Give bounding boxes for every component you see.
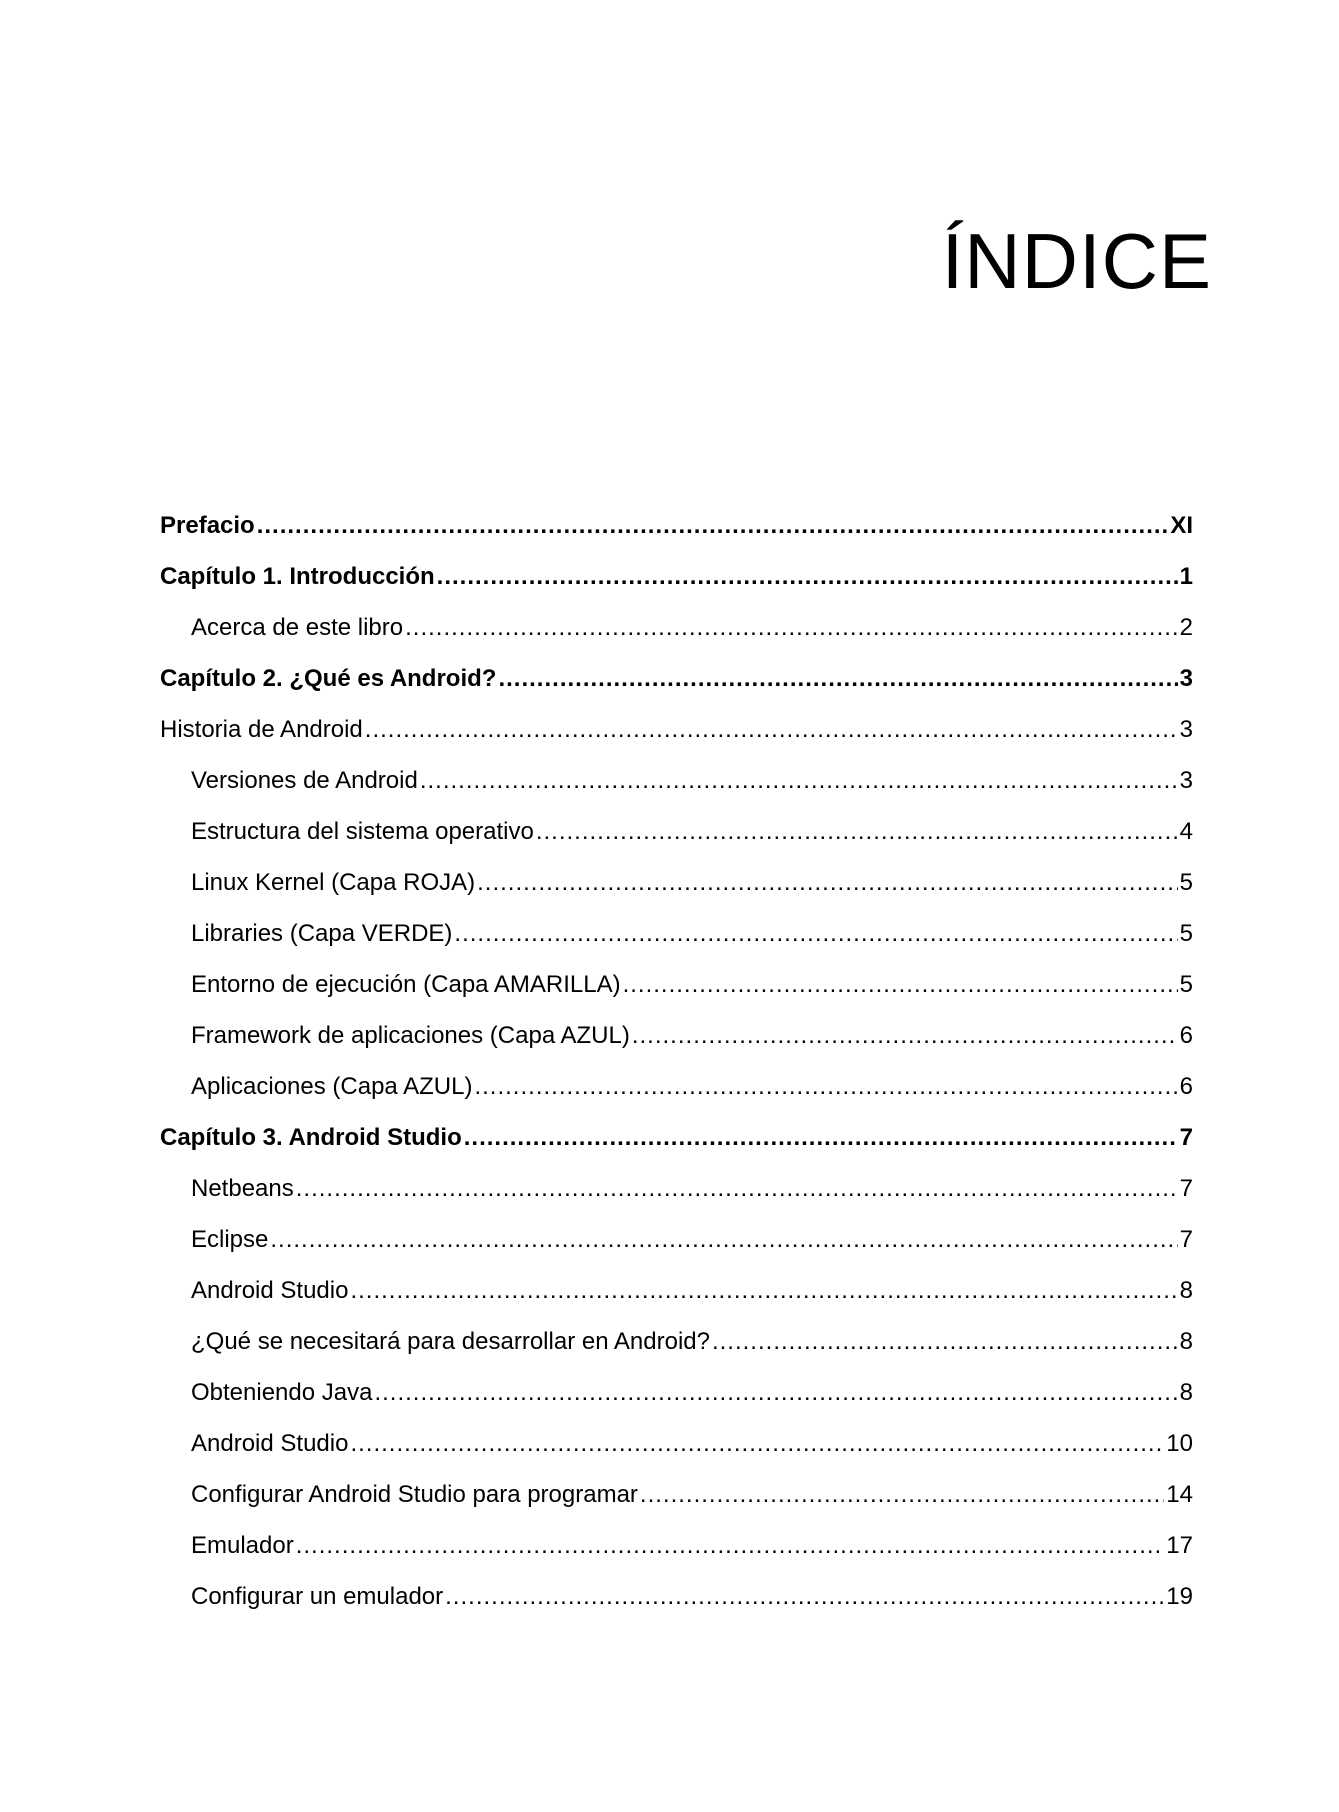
toc-entry-title: Framework de aplicaciones (Capa AZUL) xyxy=(191,1022,630,1049)
toc-entry-title: Capítulo 2. ¿Qué es Android? xyxy=(160,665,497,692)
toc-entry[interactable] xyxy=(160,1316,1193,1367)
toc-entry[interactable] xyxy=(160,500,1193,551)
toc-entry[interactable] xyxy=(160,602,1193,653)
toc-entry-title: Android Studio xyxy=(191,1277,349,1304)
toc-entry[interactable] xyxy=(160,1112,1193,1163)
toc-page-number: 1 xyxy=(1179,563,1193,590)
toc-entry[interactable] xyxy=(160,1265,1193,1316)
toc-entry[interactable] xyxy=(160,908,1193,959)
toc-page-number: 5 xyxy=(1179,869,1193,896)
toc-page-number: XI xyxy=(1170,512,1193,539)
toc-entry[interactable] xyxy=(160,704,1193,755)
toc-page-number: 10 xyxy=(1166,1430,1193,1457)
toc-page-number: 3 xyxy=(1179,716,1193,743)
toc-entry[interactable] xyxy=(160,1061,1193,1112)
toc-dot-leader xyxy=(257,500,1169,551)
toc-entry[interactable] xyxy=(160,806,1193,857)
toc-entry-title: Configurar un emulador xyxy=(191,1583,444,1610)
toc-page-number: 4 xyxy=(1179,818,1193,845)
toc-page-number: 6 xyxy=(1179,1073,1193,1100)
toc-entry[interactable] xyxy=(160,653,1193,704)
toc-entry[interactable] xyxy=(160,755,1193,806)
toc-entry-title: Versiones de Android xyxy=(191,767,418,794)
toc-page-number: 5 xyxy=(1179,971,1193,998)
toc-dot-leader xyxy=(437,551,1178,602)
toc-dot-leader xyxy=(350,1418,1164,1469)
page-title: ÍNDICE xyxy=(941,217,1212,305)
toc-page-number: 19 xyxy=(1166,1583,1193,1610)
toc-dot-leader xyxy=(445,1571,1164,1622)
toc-entry-title: Capítulo 1. Introducción xyxy=(160,563,435,590)
toc-dot-leader xyxy=(536,806,1178,857)
toc-entry-title: Configurar Android Studio para programar xyxy=(191,1481,638,1508)
toc-entry[interactable] xyxy=(160,1520,1193,1571)
table-of-contents xyxy=(160,500,1193,1622)
toc-entry-title: Libraries (Capa VERDE) xyxy=(191,920,453,947)
toc-entry[interactable] xyxy=(160,1214,1193,1265)
toc-dot-leader xyxy=(498,653,1177,704)
toc-dot-leader xyxy=(464,1112,1178,1163)
toc-dot-leader xyxy=(623,959,1178,1010)
toc-entry-title: Linux Kernel (Capa ROJA) xyxy=(191,869,476,896)
toc-entry[interactable] xyxy=(160,1010,1193,1061)
toc-page-number: 17 xyxy=(1166,1532,1193,1559)
toc-entry[interactable] xyxy=(160,1367,1193,1418)
toc-entry[interactable] xyxy=(160,1571,1193,1622)
toc-entry-title: Entorno de ejecución (Capa AMARILLA) xyxy=(191,971,621,998)
toc-page-number: 3 xyxy=(1179,665,1193,692)
toc-page-number: 7 xyxy=(1179,1175,1193,1202)
toc-page-number: 14 xyxy=(1166,1481,1193,1508)
toc-dot-leader xyxy=(632,1010,1178,1061)
toc-entry-title: Historia de Android xyxy=(160,716,363,743)
toc-entry-title: Emulador xyxy=(191,1532,294,1559)
toc-page-number: 8 xyxy=(1179,1379,1193,1406)
toc-page-number: 5 xyxy=(1179,920,1193,947)
toc-entry-title: Aplicaciones (Capa AZUL) xyxy=(191,1073,473,1100)
toc-entry[interactable] xyxy=(160,1418,1193,1469)
toc-dot-leader xyxy=(350,1265,1177,1316)
toc-dot-leader xyxy=(270,1214,1177,1265)
toc-entry-title: Eclipse xyxy=(191,1226,269,1253)
toc-entry[interactable] xyxy=(160,857,1193,908)
toc-dot-leader xyxy=(365,704,1178,755)
toc-dot-leader xyxy=(454,908,1177,959)
toc-dot-leader xyxy=(296,1520,1165,1571)
toc-page-number: 8 xyxy=(1179,1328,1193,1355)
toc-entry-title: Estructura del sistema operativo xyxy=(191,818,534,845)
toc-entry[interactable] xyxy=(160,1469,1193,1520)
toc-dot-leader xyxy=(296,1163,1178,1214)
toc-dot-leader xyxy=(712,1316,1178,1367)
toc-dot-leader xyxy=(374,1367,1177,1418)
toc-entry[interactable] xyxy=(160,551,1193,602)
toc-entry-title: Obteniendo Java xyxy=(191,1379,373,1406)
toc-page-number: 2 xyxy=(1179,614,1193,641)
toc-entry[interactable] xyxy=(160,1163,1193,1214)
toc-page-number: 3 xyxy=(1179,767,1193,794)
toc-dot-leader xyxy=(420,755,1178,806)
toc-page-number: 7 xyxy=(1179,1124,1193,1151)
toc-entry-title: Capítulo 3. Android Studio xyxy=(160,1124,462,1151)
toc-entry-title: Prefacio xyxy=(160,512,255,539)
toc-dot-leader xyxy=(477,857,1178,908)
toc-page-number: 7 xyxy=(1179,1226,1193,1253)
toc-page-number: 6 xyxy=(1179,1022,1193,1049)
toc-page-number: 8 xyxy=(1179,1277,1193,1304)
toc-entry-title: Acerca de este libro xyxy=(191,614,404,641)
toc-entry-title: ¿Qué se necesitará para desarrollar en Android? xyxy=(191,1328,710,1355)
toc-entry-title: Netbeans xyxy=(191,1175,294,1202)
toc-dot-leader xyxy=(640,1469,1164,1520)
toc-entry-title: Android Studio xyxy=(191,1430,349,1457)
toc-entry[interactable] xyxy=(160,959,1193,1010)
toc-dot-leader xyxy=(474,1061,1177,1112)
toc-dot-leader xyxy=(405,602,1178,653)
